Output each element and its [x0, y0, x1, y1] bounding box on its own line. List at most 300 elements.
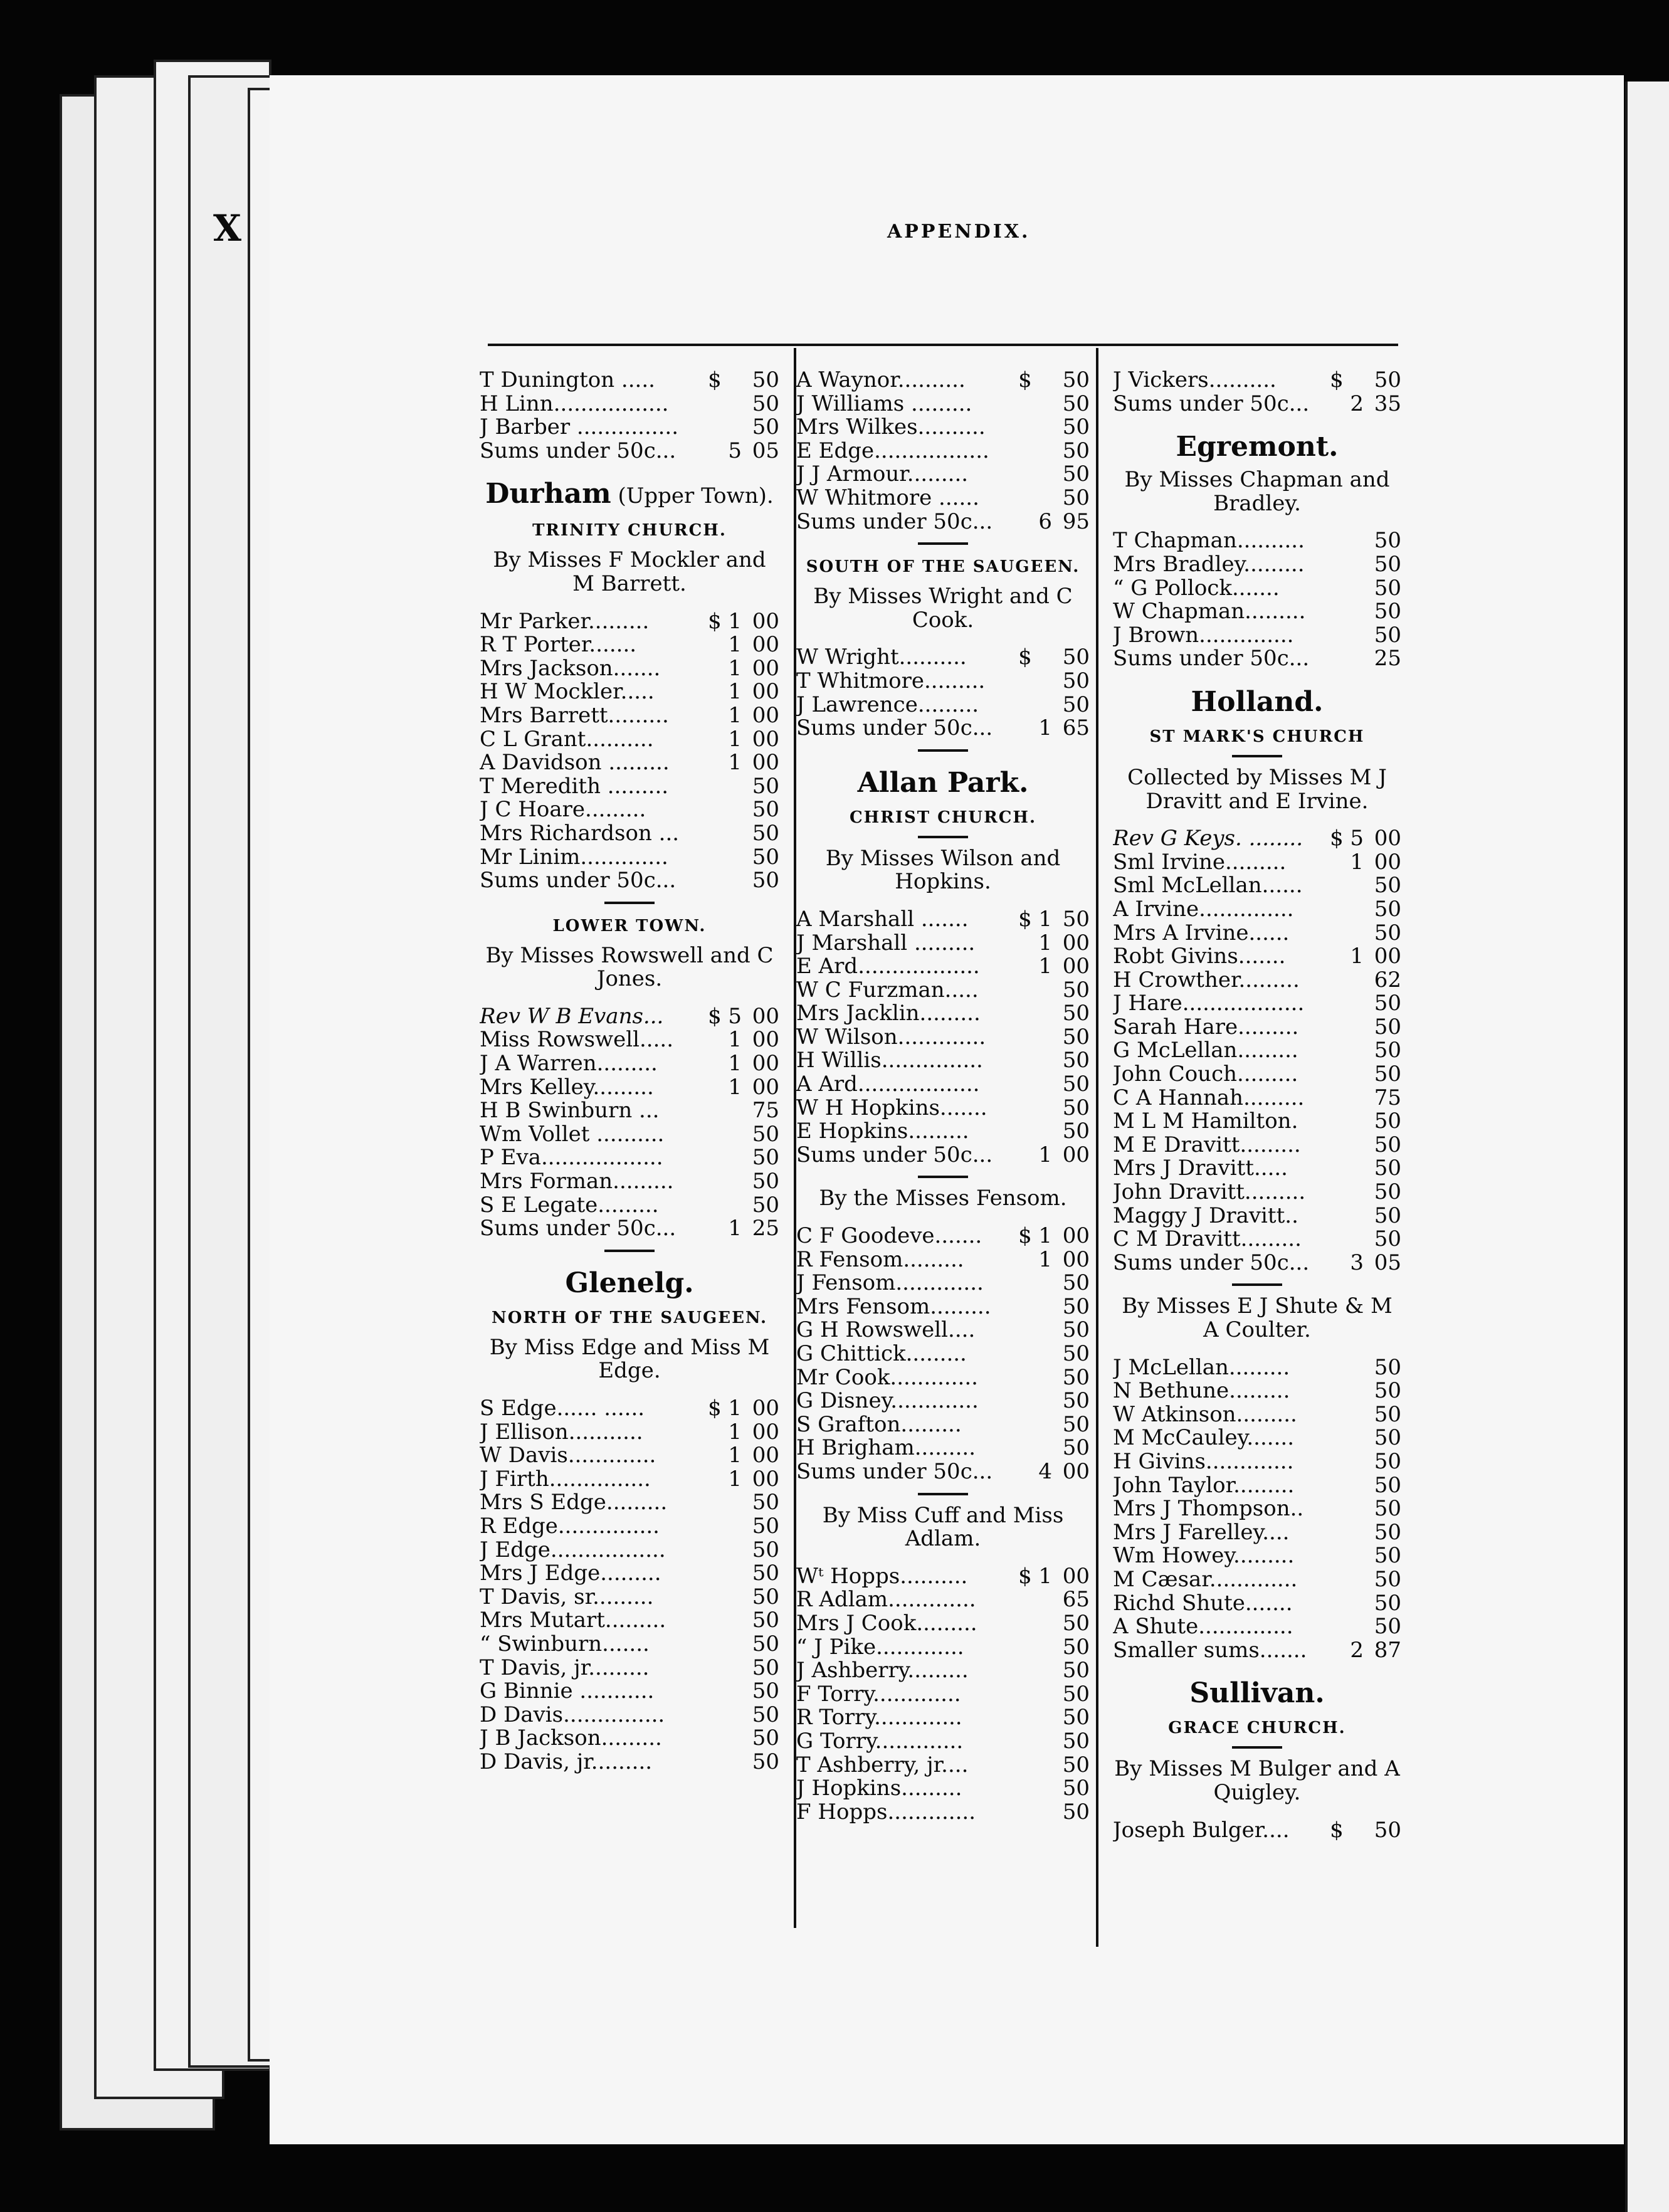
subscription-row [1113, 369, 1401, 392]
amount-cents: 50 [1062, 1364, 1090, 1390]
subscriber-name: C M Dravitt......... [1113, 1228, 1302, 1251]
subscription-row [480, 680, 779, 704]
amount-cents: 50 [1062, 1317, 1090, 1343]
collectors-line: By Misses M Bulger and A Quigley. [1114, 1756, 1400, 1805]
subscription-row [480, 633, 779, 657]
subscription-row [796, 1026, 1090, 1050]
subscriber-name: J J Armour......... [796, 463, 969, 487]
amount-cents: 50 [1374, 1817, 1401, 1843]
amount-cents: 50 [1062, 1411, 1090, 1437]
subscription-row [480, 704, 779, 728]
subscription-row [1113, 827, 1401, 851]
subscription-row [1113, 1592, 1401, 1616]
subscriber-name: John Dravitt......... [1113, 1181, 1306, 1204]
subscription-row [1113, 1204, 1401, 1228]
subscription-row [796, 1366, 1090, 1390]
amount-dollars: 1 [728, 632, 742, 658]
township-heading [1113, 1677, 1401, 1710]
amount-cents: 00 [752, 632, 779, 658]
amount-cents: 50 [752, 1749, 779, 1774]
amount-cents: 50 [752, 1655, 779, 1680]
amount-cents: 50 [1062, 1658, 1090, 1683]
subscriber-name: E Edge................. [796, 439, 989, 463]
subscriber-name: W H Hopkins....... [796, 1096, 987, 1120]
subscription-row [796, 717, 1090, 740]
subscriber-name: Sml Irvine......... [1113, 850, 1287, 875]
subscriber-name: J Ashberry......... [796, 1659, 969, 1683]
subscriber-name: W Chapman......... [1113, 600, 1306, 624]
subscriber-name: D Davis, jr......... [480, 1750, 653, 1774]
subscriber-name: J A Warren......... [480, 1052, 658, 1076]
subscriber-name: T Meredith ......... [480, 774, 669, 799]
amount-cents: 50 [1374, 1496, 1401, 1522]
subscriber-name: T Dunington ..... [480, 369, 655, 392]
subscription-row [480, 1727, 779, 1751]
amount-cents: 50 [752, 868, 779, 893]
subscription-row [796, 1073, 1090, 1097]
subscription-row [480, 1680, 779, 1704]
subscriber-name: Sums under 50c... [480, 1217, 677, 1241]
subscription-row [480, 1099, 779, 1123]
subscription-row [796, 1801, 1090, 1825]
amount-dollars: 1 [1038, 1223, 1052, 1249]
subscriber-name: J B Jackson......... [480, 1727, 662, 1751]
amount-cents: 50 [752, 844, 779, 870]
amount-dollars: 1 [1350, 849, 1364, 875]
subscription-row [480, 440, 779, 463]
subscription-row [796, 1120, 1090, 1144]
section-dash [1232, 1746, 1282, 1749]
subscriber-name: Sarah Hare......... [1113, 1015, 1299, 1040]
amount-cents: 50 [752, 1702, 779, 1727]
amount-cents: 50 [752, 1121, 779, 1147]
subscription-row [796, 1272, 1090, 1295]
subscriber-name: Sums under 50c... [480, 869, 677, 893]
subscriber-name: R Edge............... [480, 1514, 660, 1539]
amount-dollars: 1 [728, 655, 742, 681]
township-heading [480, 478, 779, 510]
amount-dollars: 1 [728, 1074, 742, 1100]
amount-cents: 50 [1374, 1401, 1401, 1427]
subscription-row [796, 1777, 1090, 1801]
subscription-row [480, 1194, 779, 1218]
amount-cents: 50 [1062, 1024, 1090, 1050]
section-dash [604, 1250, 655, 1252]
amount-dollars: 1 [728, 726, 742, 752]
subscriber-name: Wᵗ Hopps.......... [796, 1564, 968, 1589]
amount-cents: 50 [752, 1608, 779, 1633]
section-dash [1232, 755, 1282, 757]
amount-cents: 50 [1374, 551, 1401, 577]
subscriber-name: Mrs Wilkes.......... [796, 416, 986, 440]
subscription-row [1113, 577, 1401, 601]
subscriber-name: R T Porter....... [480, 633, 637, 657]
subscriber-name: J Hopkins......... [796, 1777, 962, 1801]
subscription-row [796, 1097, 1090, 1120]
subscriber-name: A Marshall ....... [796, 907, 969, 932]
subscriber-name: Mrs J Edge......... [480, 1562, 661, 1586]
subscription-row [480, 1146, 779, 1170]
amount-cents: 50 [1374, 528, 1401, 554]
subscription-row [796, 908, 1090, 932]
amount-cents: 50 [1374, 1109, 1401, 1134]
dollar-sign: $ [1018, 906, 1032, 932]
subscriber-name: Mr Parker......... [480, 609, 650, 634]
subscriber-name: R Torry............. [796, 1706, 962, 1730]
subscription-row [1113, 1403, 1401, 1427]
subscriber-name: Mrs Fensom......... [796, 1295, 991, 1319]
collectors-line: By Misses F Mockler and M Barrett. [493, 547, 766, 596]
amount-cents: 50 [752, 1513, 779, 1539]
subscriber-name: H W Mockler..... [480, 680, 655, 704]
amount-dollars: 3 [1350, 1250, 1364, 1275]
subscription-row [1113, 898, 1401, 922]
township-name: Egremont. [1176, 431, 1339, 463]
subscription-row [480, 1562, 779, 1586]
subscriber-name: J Vickers.......... [1113, 369, 1277, 392]
subscription-row [480, 657, 779, 681]
subscription-row [1113, 529, 1401, 553]
running-head: APPENDIX. [887, 221, 1031, 243]
church-heading: SOUTH OF THE SAUGEEN. [806, 557, 1080, 577]
subscriber-name: Robt Givins....... [1113, 945, 1286, 969]
amount-cents: 50 [1062, 1388, 1090, 1414]
collectors-line: By Misses Wright and C Cook. [813, 584, 1073, 633]
subscription-row [1113, 1450, 1401, 1474]
subscription-row [796, 1706, 1090, 1730]
amount-cents: 50 [1374, 1132, 1401, 1157]
subscription-row [796, 1389, 1090, 1413]
subscriber-name: J Ellison........... [480, 1420, 643, 1445]
amount-cents: 50 [1062, 906, 1090, 932]
church-heading: GRACE CHURCH. [1168, 1719, 1346, 1738]
amount-cents: 50 [752, 1561, 779, 1586]
subscriber-name: T Whitmore......... [796, 669, 986, 693]
subscription-row [1113, 992, 1401, 1016]
township-heading [1113, 685, 1401, 718]
amount-cents: 65 [1062, 715, 1090, 741]
column-rule [1096, 348, 1098, 1947]
amount-cents: 50 [752, 797, 779, 823]
subscriber-name: Richd Shute....... [1113, 1591, 1293, 1616]
amount-cents: 50 [1062, 1610, 1090, 1636]
subscriber-name: Wm Vollet .......... [480, 1122, 665, 1147]
subscriber-name: A Waynor.......... [796, 369, 966, 392]
subscription-row [480, 1751, 779, 1774]
subscription-row [1113, 874, 1401, 898]
amount-cents: 00 [1062, 1563, 1090, 1589]
subscriber-name: H Willis............... [796, 1049, 983, 1073]
dollar-sign: $ [708, 1003, 722, 1029]
subscription-row [796, 979, 1090, 1003]
dollar-sign: $ [1018, 367, 1032, 392]
subscriber-name: T Ashberry, jr.... [796, 1753, 969, 1778]
amount-dollars: 1 [728, 1419, 742, 1445]
amount-cents: 50 [752, 1490, 779, 1515]
amount-cents: 50 [1374, 1566, 1401, 1592]
subscriber-name: “ Swinburn....... [480, 1632, 650, 1656]
amount-dollars: 1 [1038, 715, 1052, 741]
amount-cents: 00 [752, 726, 779, 752]
amount-cents: 00 [752, 1074, 779, 1100]
subscription-row [480, 610, 779, 634]
subscription-row [1113, 1568, 1401, 1592]
subscriber-name: R Fensom......... [796, 1248, 964, 1272]
subscription-row [480, 822, 779, 846]
facing-page-edge [1625, 82, 1669, 2212]
subscription-row [480, 1515, 779, 1539]
subscription-row [480, 1656, 779, 1680]
amount-cents: 75 [752, 1098, 779, 1124]
amount-dollars: 1 [728, 1396, 742, 1421]
section-dash [604, 902, 655, 904]
amount-cents: 00 [752, 1003, 779, 1029]
church-heading: NORTH OF THE SAUGEEN. [491, 1308, 768, 1327]
amount-cents: 50 [1062, 485, 1090, 510]
subscription-row [480, 1170, 779, 1194]
subscription-row [1113, 1615, 1401, 1639]
subscription-row [480, 798, 779, 822]
amount-cents: 62 [1374, 967, 1401, 993]
township-heading [480, 1267, 779, 1299]
dollar-sign: $ [1330, 826, 1344, 851]
subscription-row [1113, 1379, 1401, 1403]
subscriber-name: W Davis............. [480, 1444, 656, 1468]
amount-cents: 00 [752, 1027, 779, 1053]
amount-cents: 50 [1374, 575, 1401, 601]
subscriber-name: G Disney............. [796, 1389, 979, 1413]
amount-cents: 50 [1374, 622, 1401, 648]
subscription-row [796, 487, 1090, 510]
subscriber-name: E Hopkins......... [796, 1120, 969, 1144]
amount-cents: 50 [1374, 1061, 1401, 1087]
amount-dollars: 1 [728, 1466, 742, 1492]
amount-cents: 50 [1374, 1590, 1401, 1616]
subscription-row [480, 392, 779, 416]
amount-cents: 00 [752, 608, 779, 634]
church-heading: TRINITY CHURCH. [532, 521, 727, 540]
subscription-row [1113, 945, 1401, 969]
subscriber-name: J McLellan......... [1113, 1356, 1290, 1380]
subscription-row [796, 1319, 1090, 1342]
church-heading: CHRIST CHURCH. [849, 808, 1037, 827]
amount-cents: 00 [752, 1443, 779, 1468]
subscriber-name: Rev W B Evans... [480, 1004, 664, 1029]
subscription-row [1113, 392, 1401, 416]
subscriber-name: “ G Pollock....... [1113, 576, 1280, 601]
subscription-row [796, 1683, 1090, 1707]
subscriber-name: Sums under 50c... [480, 439, 677, 463]
collectors-line: By Miss Edge and Miss M Edge. [489, 1334, 770, 1384]
subscriber-name: F Hopps............. [796, 1800, 976, 1825]
subscription-row [1113, 851, 1401, 875]
amount-cents: 50 [752, 1678, 779, 1704]
subscription-row [480, 1005, 779, 1029]
amount-cents: 50 [1374, 896, 1401, 922]
amount-cents: 00 [752, 1466, 779, 1492]
subscriber-name: Sums under 50c... [796, 1460, 993, 1484]
subscription-row [796, 932, 1090, 956]
subscription-row [796, 1612, 1090, 1636]
subscription-row [796, 1295, 1090, 1319]
amount-cents: 50 [1062, 1435, 1090, 1461]
subscriber-name: J Fensom............. [796, 1272, 984, 1295]
subscriber-name: H Givins............. [1113, 1450, 1294, 1474]
amount-cents: 50 [752, 367, 779, 392]
amount-cents: 50 [1062, 438, 1090, 463]
dollar-sign: $ [1018, 645, 1032, 670]
subscriber-name: Mrs Barrett......... [480, 703, 669, 728]
amount-cents: 50 [1062, 1048, 1090, 1073]
amount-cents: 25 [1374, 646, 1401, 672]
subscription-row [1113, 1521, 1401, 1545]
subscription-row [796, 1565, 1090, 1589]
subscriber-name: Smaller sums....... [1113, 1638, 1307, 1663]
subscription-row [1113, 1157, 1401, 1181]
subscriber-name: Mrs Richardson ... [480, 821, 680, 846]
collectors-line: By Miss Cuff and Miss Adlam. [822, 1502, 1064, 1552]
dollar-sign: $ [708, 367, 722, 392]
subscription-row [480, 1397, 779, 1421]
amount-cents: 50 [1374, 1519, 1401, 1545]
amount-cents: 00 [752, 655, 779, 681]
page-folio: X [213, 207, 243, 250]
amount-cents: 25 [752, 1216, 779, 1241]
amount-cents: 50 [752, 820, 779, 846]
amount-cents: 50 [1062, 1270, 1090, 1296]
subscription-row [1113, 922, 1401, 945]
amount-cents: 50 [752, 414, 779, 440]
amount-cents: 50 [752, 1192, 779, 1218]
subscription-row [480, 1076, 779, 1100]
amount-dollars: 2 [1350, 1637, 1364, 1663]
dollar-sign: $ [1018, 1563, 1032, 1589]
amount-cents: 50 [752, 1631, 779, 1656]
subscription-row [480, 1123, 779, 1147]
amount-cents: 50 [1062, 414, 1090, 440]
amount-cents: 50 [752, 773, 779, 799]
amount-dollars: 2 [1350, 391, 1364, 416]
subscriber-name: A Shute.............. [1113, 1615, 1293, 1639]
subscriber-name: Mr Cook............. [796, 1366, 978, 1390]
township-heading [1113, 431, 1401, 463]
subscription-row [796, 1342, 1090, 1366]
subscriber-name: C A Hannah......... [1113, 1086, 1305, 1110]
amount-cents: 50 [1062, 977, 1090, 1003]
amount-cents: 50 [1374, 1156, 1401, 1181]
subscription-row [480, 775, 779, 799]
subscription-row [1113, 1497, 1401, 1521]
section-dash [918, 749, 968, 752]
subscriber-name: Mrs J Dravitt..... [1113, 1157, 1288, 1181]
subscriber-name: S E Legate......... [480, 1193, 659, 1218]
subscription-row [796, 392, 1090, 416]
amount-cents: 50 [1062, 1095, 1090, 1120]
subscriber-name: N Bethune......... [1113, 1379, 1290, 1403]
amount-cents: 50 [1062, 1799, 1090, 1825]
amount-cents: 50 [752, 1584, 779, 1609]
subscription-row [1113, 647, 1401, 671]
subscriber-name: Mr Linim............. [480, 845, 668, 870]
subscription-row [480, 1444, 779, 1468]
amount-dollars: 1 [728, 702, 742, 728]
subscriber-name: F Torry............. [796, 1682, 961, 1707]
amount-cents: 50 [1062, 1072, 1090, 1097]
subscription-row [796, 510, 1090, 534]
subscription-row [796, 369, 1090, 392]
subscription-row [796, 463, 1090, 487]
subscription-row [1113, 969, 1401, 993]
amount-cents: 50 [1062, 1752, 1090, 1778]
township-name: Durham [485, 478, 611, 510]
subscription-row [480, 1421, 779, 1445]
township-heading [796, 766, 1090, 799]
amount-cents: 00 [752, 1396, 779, 1421]
amount-cents: 50 [1062, 1001, 1090, 1026]
subscriber-name: Mrs Jackson....... [480, 656, 661, 681]
amount-cents: 05 [1374, 1250, 1401, 1275]
dollar-sign: $ [1018, 1223, 1032, 1249]
subscriber-name: J C Hoare......... [480, 798, 646, 822]
amount-cents: 50 [1374, 1014, 1401, 1040]
subscription-row [480, 1633, 779, 1656]
amount-cents: 87 [1374, 1637, 1401, 1663]
amount-cents: 50 [752, 1725, 779, 1751]
amount-dollars: 4 [1038, 1458, 1052, 1484]
subscriber-name: W Whitmore ...... [796, 486, 979, 510]
amount-cents: 50 [1062, 1119, 1090, 1144]
subscription-row [796, 1413, 1090, 1437]
subscription-row [1113, 1474, 1401, 1498]
collectors-line: By Misses E J Shute & M A Coulter. [1122, 1293, 1393, 1342]
subscription-row [796, 646, 1090, 670]
amount-cents: 50 [1374, 1448, 1401, 1474]
amount-cents: 50 [1062, 1728, 1090, 1754]
amount-cents: 00 [1374, 826, 1401, 851]
amount-cents: 00 [1062, 930, 1090, 956]
amount-cents: 50 [1062, 1341, 1090, 1366]
subscription-row [1113, 600, 1401, 624]
subscriber-name: “ J Pike............. [796, 1635, 964, 1660]
subscriber-name: Mrs Bradley......... [1113, 552, 1305, 577]
subscriber-name: A Davidson ......... [480, 751, 670, 775]
subscription-row [1113, 1356, 1401, 1380]
subscriber-name: J Brown.............. [1113, 623, 1294, 648]
township-name: Sullivan. [1189, 1677, 1325, 1710]
amount-dollars: 1 [728, 1443, 742, 1468]
subscriber-name: Mrs Forman......... [480, 1170, 674, 1194]
amount-cents: 65 [1062, 1587, 1090, 1613]
amount-cents: 50 [1374, 367, 1401, 392]
amount-cents: 00 [752, 1051, 779, 1077]
amount-cents: 05 [752, 438, 779, 463]
amount-cents: 50 [752, 1537, 779, 1562]
subscriber-name: C L Grant.......... [480, 727, 654, 752]
subscription-row [1113, 1134, 1401, 1157]
subscription-row [796, 1730, 1090, 1754]
subscriber-name: Joseph Bulger.... [1113, 1818, 1290, 1843]
amount-cents: 50 [1374, 1226, 1401, 1252]
amount-cents: 00 [752, 702, 779, 728]
church-heading: ST MARK'S CHURCH [1149, 727, 1365, 746]
subscriber-name: W Wilson............. [796, 1025, 986, 1050]
amount-cents: 00 [752, 750, 779, 776]
subscription-row [796, 1248, 1090, 1272]
collectors-line: By Misses Chapman and Bradley. [1124, 467, 1390, 516]
subscription-row [796, 1436, 1090, 1460]
subscriber-name: G Torry............. [796, 1729, 964, 1754]
subscriber-name: T Davis, sr......... [480, 1585, 654, 1609]
